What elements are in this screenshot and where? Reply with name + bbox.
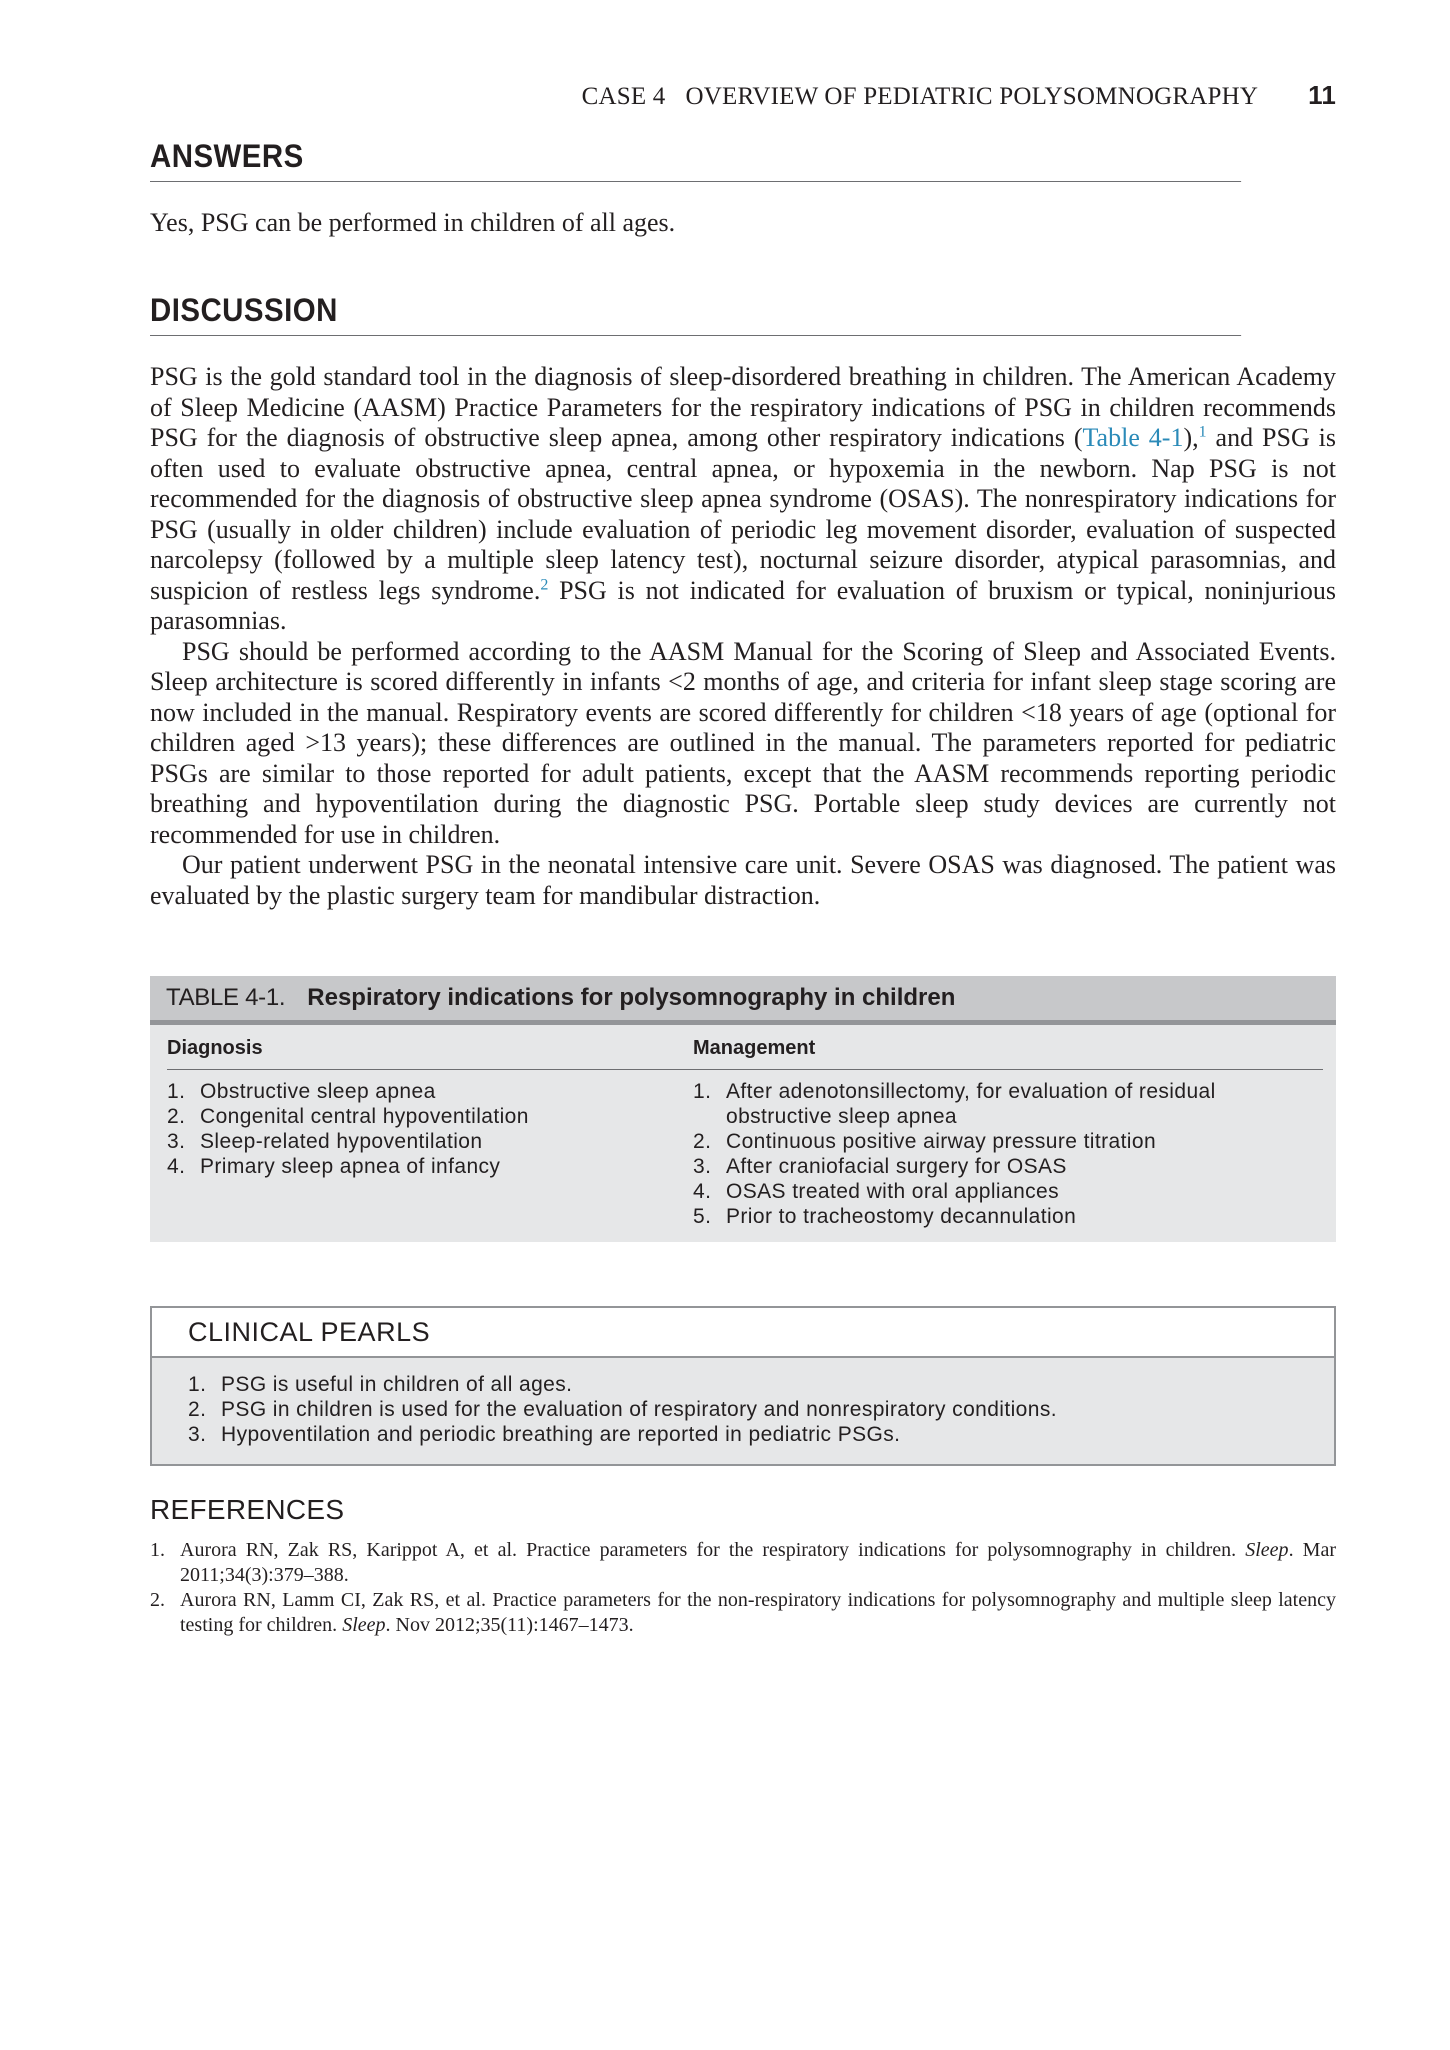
reference-text: Aurora RN, Zak RS, Karippot A, et al. Practice parameters for the respiratory indications for polysomnography in children. Sleep. Mar 2011;34(3):379–388. [180, 1539, 1336, 1586]
diagnosis-list [167, 1079, 667, 1179]
management-item [693, 1129, 1323, 1154]
diagnosis-item-number: 2. [167, 1105, 186, 1128]
diagnosis-item [167, 1129, 667, 1154]
diagnosis-item-text: Congenital central hypoventilation [200, 1105, 529, 1128]
pearl-item [188, 1372, 1334, 1397]
reference-item [150, 1588, 1336, 1638]
pearl-item [188, 1397, 1334, 1422]
references-list [150, 1538, 1336, 1638]
clinical-pearls-heading: CLINICAL PEARLS [152, 1308, 1334, 1358]
table-title-bar [150, 976, 1336, 1025]
pearl-item [188, 1422, 1334, 1447]
management-item-text: OSAS treated with oral appliances [726, 1180, 1060, 1203]
table-label: TABLE 4-1. [166, 984, 286, 1011]
management-item [693, 1179, 1323, 1204]
management-item-text: Continuous positive airway pressure titration [726, 1130, 1157, 1153]
diagnosis-item-text: Obstructive sleep apnea [200, 1080, 436, 1103]
pearl-item-text: PSG in children is used for the evaluation of respiratory and nonrespiratory conditions. [221, 1398, 1057, 1421]
diagnosis-item-number: 1. [167, 1080, 186, 1103]
diagnosis-item [167, 1079, 667, 1104]
pearl-item-text: Hypoventilation and periodic breathing are reported in pediatric PSGs. [221, 1423, 901, 1446]
reference-journal: Sleep [1245, 1539, 1289, 1561]
table-caption: Respiratory indications for polysomnography in children [307, 984, 956, 1011]
case-label: CASE 4 [581, 83, 666, 110]
citation-2-link[interactable]: 2 [540, 575, 549, 593]
pearl-item-text: PSG is useful in children of all ages. [221, 1373, 573, 1396]
management-item [693, 1204, 1323, 1229]
management-item-number: 3. [693, 1155, 712, 1178]
management-item-number: 5. [693, 1205, 712, 1228]
diagnosis-item-text: Sleep-related hypoventilation [200, 1130, 483, 1153]
management-item-text: After adenotonsillectomy, for evaluation of residual obstructive sleep apnea [726, 1080, 1216, 1128]
diagnosis-header: Diagnosis [167, 1037, 263, 1059]
management-item-text: Prior to tracheostomy decannulation [726, 1205, 1077, 1228]
reference-number: 1. [150, 1539, 165, 1561]
pearl-item-number: 1. [188, 1373, 207, 1396]
diagnosis-item-text: Primary sleep apnea of infancy [200, 1155, 501, 1178]
management-item [693, 1079, 1323, 1129]
discussion-paragraph-2: PSG should be performed according to the AASM Manual for the Scoring of Sleep and Associated Events. Sleep architecture is scored differently in infants <2 months of age, and criteria for infant sleep stage scoring are now included in the manual. Respiratory events are scored differently for children <18 years of age (optional for children aged >13 years); these differences are outlined in the manual. The parameters reported for pediatric PSGs are similar to those reported for adult patients, except that the AASM recommends reporting periodic breathing and hypoventilation during the diagnostic PSG. Portable sleep study devices are currently not recommended for use in children. [150, 636, 1336, 849]
reference-item [150, 1538, 1336, 1588]
table-4-1-link[interactable]: Table 4-1 [1082, 423, 1184, 452]
clinical-pearls-box [150, 1306, 1336, 1466]
reference-journal: Sleep [342, 1614, 386, 1636]
diagnosis-item-number: 3. [167, 1130, 186, 1153]
diagnosis-item-number: 4. [167, 1155, 186, 1178]
answer-text: Yes, PSG can be performed in children of all ages. [150, 208, 676, 237]
references-heading: REFERENCES [150, 1494, 345, 1525]
answers-heading: ANSWERS [150, 138, 1241, 182]
discussion-body [150, 362, 1336, 911]
pearl-item-number: 3. [188, 1423, 207, 1446]
reference-text: Aurora RN, Lamm CI, Zak RS, et al. Practice parameters for the non-respiratory indications for polysomnography and multiple sleep latency testing for children. Sleep. Nov 2012;35(11):1467–1473. [180, 1589, 1336, 1636]
management-list [693, 1079, 1323, 1229]
diagnosis-item [167, 1104, 667, 1129]
page-number: 11 [1308, 80, 1336, 110]
discussion-paragraph-1: PSG is the gold standard tool in the diagnosis of sleep-disordered breathing in children. The American Academy of Sleep Medicine (AASM) Practice Parameters for the respiratory indications of PSG in children recommends PSG for the diagnosis of obstructive sleep apnea, among other respiratory indications (Table 4-1),$^1$ and PSG is often used to evaluate obstructive apnea, central apnea, or hypoxemia in the newborn. Nap PSG is not recommended for the diagnosis of obstructive sleep apnea syndrome (OSAS). The nonrespiratory indications for PSG (usually in older children) include evaluation of periodic leg movement disorder, evaluation of suspected narcolepsy (followed by a multiple sleep latency test), nocturnal seizure disorder, atypical parasomnias, and suspicion of restless legs syndrome.$^2$ PSG is not indicated for evaluation of bruxism or typical, noninjurious parasomnias. [150, 362, 1337, 635]
table-4-1 [150, 976, 1336, 1242]
discussion-paragraph-3: Our patient underwent PSG in the neonatal intensive care unit. Severe OSAS was diagnosed. The patient was evaluated by the plastic surgery team for mandibular distraction. [150, 850, 1336, 910]
management-column [693, 1025, 1323, 1229]
management-item-number: 4. [693, 1180, 712, 1203]
discussion-heading: DISCUSSION [150, 292, 1241, 336]
reference-number: 2. [150, 1589, 165, 1611]
management-item-text: After craniofacial surgery for OSAS [726, 1155, 1067, 1178]
chapter-title: OVERVIEW OF PEDIATRIC POLYSOMNOGRAPHY [685, 83, 1259, 110]
management-item-number: 1. [693, 1080, 712, 1103]
management-item [693, 1154, 1323, 1179]
citation-1-link[interactable]: 1 [1198, 423, 1207, 441]
pearl-item-number: 2. [188, 1398, 207, 1421]
management-header: Management [693, 1037, 816, 1059]
diagnosis-column [167, 1025, 667, 1179]
running-header [150, 80, 1336, 111]
clinical-pearls-list [188, 1372, 1334, 1447]
management-item-number: 2. [693, 1130, 712, 1153]
diagnosis-item [167, 1154, 667, 1179]
